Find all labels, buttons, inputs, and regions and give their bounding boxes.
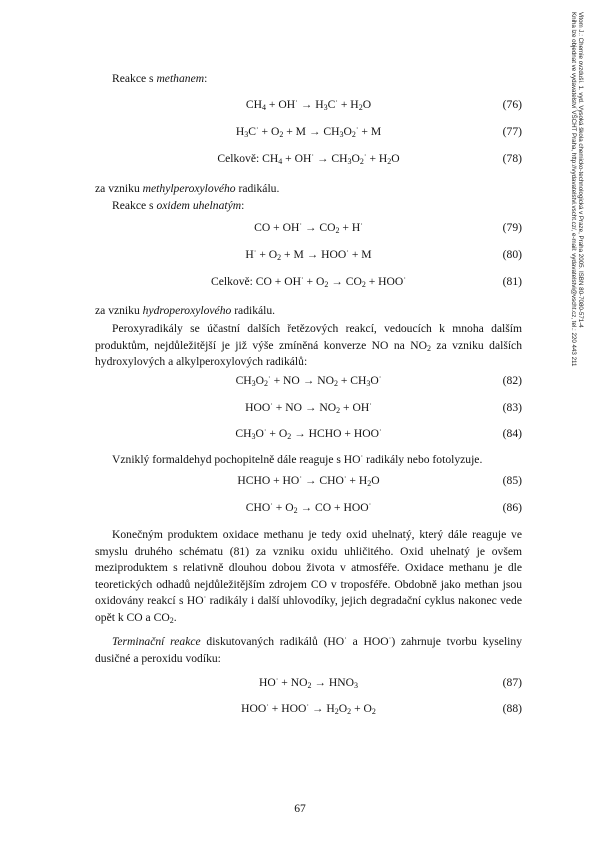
equation-81-expression: Celkově: CO + $OH^\cdot + O_2 \to CO_2 + HOO^\cdot$ [211, 274, 406, 289]
equation-86-expression: $CHO^\cdot + O_2$ → CO + HOO· [245, 500, 372, 515]
equation-77 [95, 125, 522, 139]
page-number: 67 [294, 802, 306, 815]
co-outcome: za vzniku hydroperoxylového radikálu. [95, 304, 276, 317]
equation-88-number: (88) [502, 702, 522, 715]
equation-80-number: (80) [502, 248, 522, 261]
equation-82-expression: $CH_3O_2^\cdot$ + NO → $NO_2 + CH_3O^\cdot$ [235, 373, 382, 388]
equation-83-number: (83) [502, 401, 522, 414]
equation-84-expression: $CH_3O^\cdot + O_2$ → HCHO + HOO· [235, 426, 382, 441]
peroxyradicals-paragraph: Peroxyradikály se účastní dalších řetězových reakcí, vedoucích k mnoha dalším produktům, nejdůležitější je již výše zmíněná konverze NO na $NO_2$ za vzniku dalších hydroxylových a alkylperoxylových radikálů: [95, 322, 522, 368]
equation-78-expression: Celkově: $CH_4 + OH^\cdot \to CH_3O_2^\cdot + H_2O$ [217, 151, 400, 166]
equation-85-number: (85) [502, 474, 522, 487]
equation-77-expression: $H_3C^\cdot + O_2 + M \to CH_3O_2^\cdot + M$ [235, 124, 382, 139]
equation-87-number: (87) [502, 676, 522, 689]
equation-85-expression: HCHO + $HO^\cdot \to CHO^\cdot + H_2O$ [237, 473, 380, 488]
equation-79 [95, 221, 522, 235]
equation-77-number: (77) [502, 125, 522, 138]
methane-outcome: za vzniku methylperoxylového radikálu. [95, 182, 280, 195]
equation-88 [95, 702, 522, 716]
citation-line-1: Vitom J.: Chemie ovzduší. 1. vyd. Vysoká škola chemicko-technologická v Praze, Praha 2005. ISBN 80-7080-571-4 [577, 12, 584, 328]
equation-81 [95, 275, 522, 289]
citation-line-2: Kniha lze objednat ve vydavatelství VŠCHT Praha, http://vydavatelstvi.vscht.cz/, e-mail: vydavatelstvi@vscht.cz, tel.: 220 443 211 [569, 12, 577, 367]
equation-81-number: (81) [502, 275, 522, 288]
equation-79-expression: CO + $OH^\cdot \to CO_2 + H^\cdot$ [254, 220, 363, 235]
equation-87-expression: $HO^\cdot + NO_2 \to HNO_3$ [258, 675, 359, 690]
equation-76 [95, 98, 522, 112]
equation-84-number: (84) [502, 427, 522, 440]
equation-78-number: (78) [502, 152, 522, 165]
equation-80 [95, 248, 522, 262]
citation-side-note [570, 12, 584, 572]
equation-82-number: (82) [502, 374, 522, 387]
equation-87 [95, 676, 522, 690]
equation-88-expression: $HOO^\cdot + HOO^\cdot \to H_2O_2 + O_2$ [241, 701, 376, 716]
equation-84 [95, 427, 522, 441]
equation-83-expression: HOO· + NO → $NO_2 + OH^\cdot$ [245, 400, 372, 415]
equation-86 [95, 501, 522, 515]
equation-80-expression: $H^\cdot + O_2 + M \to HOO^\cdot + M$ [245, 247, 372, 262]
co-intro: Reakce s oxidem uhelnatým: [112, 199, 245, 212]
equation-78 [95, 152, 522, 166]
equation-85 [95, 474, 522, 488]
equation-86-number: (86) [502, 501, 522, 514]
equation-83 [95, 401, 522, 415]
methane-intro: Reakce s methanem: [112, 72, 208, 85]
equation-79-number: (79) [502, 221, 522, 234]
final-product-paragraph: Konečným produktem oxidace methanu je tedy oxid uhelnatý, který dále reaguje ve smyslu druhého schématu (81) za vzniku oxidu uhličitého. Oxid uhelnatý je ovšem meziproduktem s relativně dlouhou dobou života v atmosféře. Oxidace methanu je dle teoretických odhadů nejdůležitějším zdrojem CO v troposféře. Obdobně jako methan jsou oxidovány reakcí s HO· radikály i další uhlovodíky, jejich degradační cyklus nakonec vede opět k CO a $CO_2$. [95, 528, 522, 625]
equation-76-number: (76) [502, 98, 522, 111]
formaldehyde-sentence: Vzniklý formaldehyd pochopitelně dále reaguje s HO· radikály nebo fotolyzuje. [112, 452, 483, 466]
equation-82 [95, 374, 522, 388]
equation-76-expression: $CH_4 + OH^\cdot \to H_3C^\cdot + H_2O$ [245, 97, 372, 112]
termination-paragraph: Terminační reakce diskutovaných radikálů (HO· a HOO·) zahrnuje tvorbu kyseliny dusičné a peroxidu vodíku: [95, 634, 522, 665]
